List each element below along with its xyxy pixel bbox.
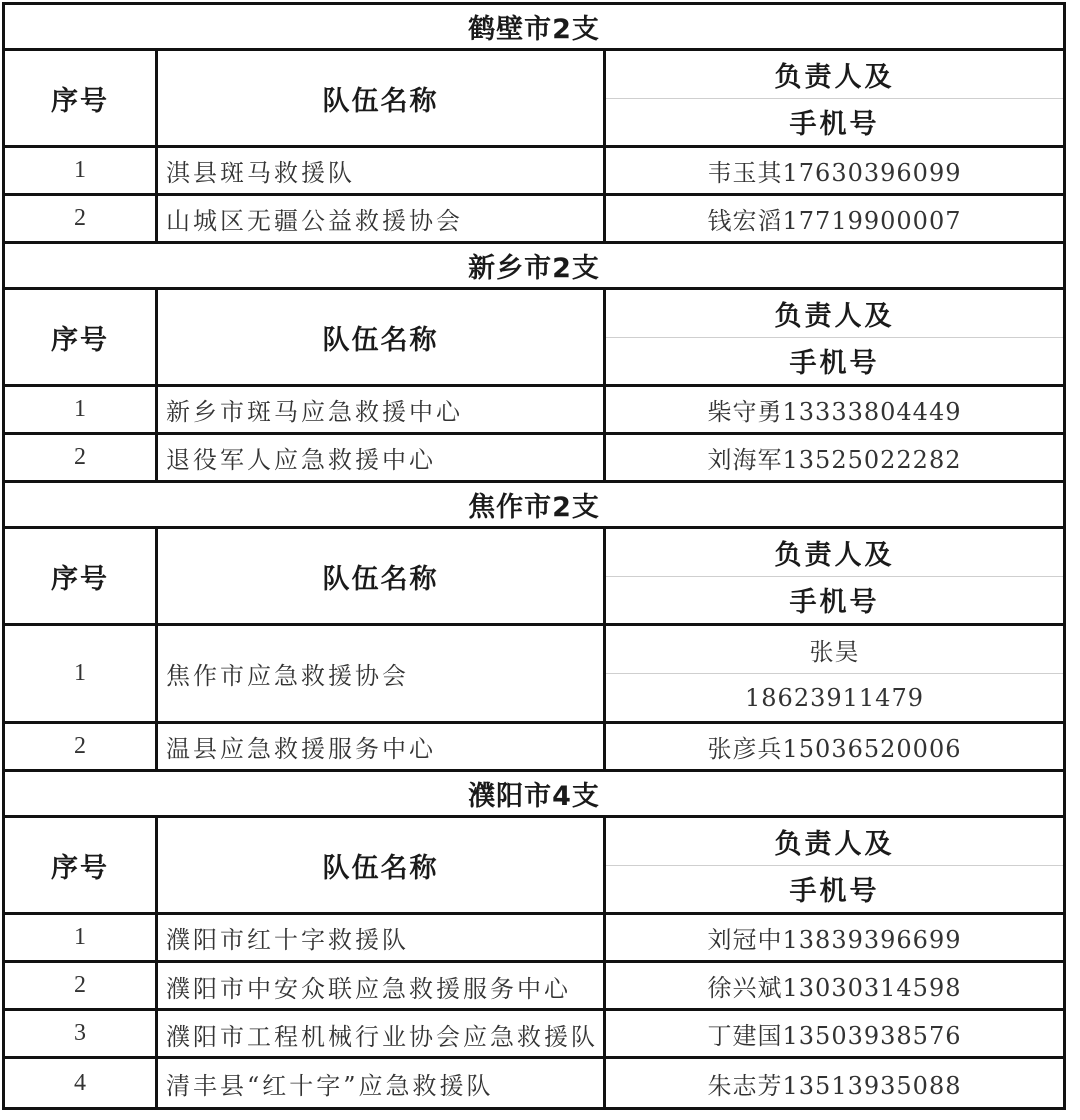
- row-team-name: 温县应急救援服务中心: [158, 724, 606, 769]
- table-row: [5, 963, 1063, 1011]
- header-contact: [606, 529, 1063, 623]
- row-contact: 柴守勇13333804449: [707, 398, 962, 426]
- row-contact: 韦玉其17630396099: [707, 159, 962, 187]
- header-contact: [606, 818, 1063, 912]
- row-contact: 丁建国13503938576: [707, 1022, 962, 1050]
- header-contact-line1: 负责人及: [606, 51, 1063, 99]
- section-title: 焦作市2支: [5, 483, 1063, 529]
- row-team-name: 濮阳市工程机械行业协会应急救援队: [158, 1011, 606, 1056]
- row-team-name: 淇县斑马救援队: [158, 148, 606, 193]
- header-contact-line2: 手机号: [789, 876, 880, 908]
- row-team-name: 退役军人应急救援中心: [158, 435, 606, 480]
- header-index: 序号: [5, 529, 158, 623]
- table-row: [5, 387, 1063, 435]
- row-contact: 刘海军13525022282: [707, 446, 962, 474]
- section-title: 鹤壁市2支: [5, 5, 1063, 51]
- table-row: [5, 626, 1063, 724]
- header-row: [5, 51, 1063, 148]
- row-contact: 朱志芳13513935088: [707, 1071, 962, 1100]
- row-contact: [606, 626, 1063, 721]
- table-row: [5, 724, 1063, 772]
- section-puyang: [5, 772, 1063, 1107]
- section-xinxiang: [5, 244, 1063, 483]
- row-index: 2: [5, 724, 158, 769]
- row-index: 2: [5, 196, 158, 241]
- row-contact: 钱宏滔17719900007: [707, 207, 962, 235]
- table-row: [5, 196, 1063, 244]
- row-index: 1: [5, 626, 158, 721]
- header-contact-line2: 手机号: [789, 109, 880, 141]
- row-index: 1: [5, 387, 158, 432]
- row-index: 2: [5, 435, 158, 480]
- table-row: [5, 915, 1063, 963]
- header-index: 序号: [5, 290, 158, 384]
- row-team-name: 焦作市应急救援协会: [158, 626, 606, 721]
- section-hebi: [5, 5, 1063, 244]
- header-team-name: 队伍名称: [158, 818, 606, 912]
- row-index: 2: [5, 963, 158, 1008]
- header-contact-line1: 负责人及: [606, 529, 1063, 577]
- table-row: [5, 435, 1063, 483]
- row-contact-phone: 18623911479: [745, 683, 924, 712]
- row-team-name: 清丰县“红十字”应急救援队: [158, 1059, 606, 1107]
- header-contact-line2: 手机号: [789, 348, 880, 380]
- header-index: 序号: [5, 51, 158, 145]
- section-title: 濮阳市4支: [5, 772, 1063, 818]
- row-index: 1: [5, 915, 158, 960]
- row-team-name: 濮阳市中安众联应急救援服务中心: [158, 963, 606, 1008]
- section-jiaozuo: [5, 483, 1063, 772]
- row-contact: 徐兴斌13030314598: [707, 974, 962, 1002]
- table-row: [5, 1059, 1063, 1107]
- table-row: [5, 148, 1063, 196]
- row-index: 1: [5, 148, 158, 193]
- row-index: 3: [5, 1011, 158, 1056]
- header-row: [5, 818, 1063, 915]
- header-contact: [606, 290, 1063, 384]
- header-contact: [606, 51, 1063, 145]
- header-row: [5, 290, 1063, 387]
- header-team-name: 队伍名称: [158, 51, 606, 145]
- row-team-name: 新乡市斑马应急救援中心: [158, 387, 606, 432]
- row-contact: 刘冠中13839396699: [707, 926, 962, 954]
- header-index: 序号: [5, 818, 158, 912]
- section-title: 新乡市2支: [5, 244, 1063, 290]
- header-contact-line1: 负责人及: [606, 818, 1063, 866]
- row-contact-name: 张昊: [606, 626, 1063, 674]
- header-contact-line1: 负责人及: [606, 290, 1063, 338]
- row-index: 4: [5, 1059, 158, 1107]
- rescue-teams-table: [2, 2, 1066, 1110]
- header-team-name: 队伍名称: [158, 290, 606, 384]
- row-team-name: 山城区无疆公益救援协会: [158, 196, 606, 241]
- header-team-name: 队伍名称: [158, 529, 606, 623]
- row-team-name: 濮阳市红十字救援队: [158, 915, 606, 960]
- header-row: [5, 529, 1063, 626]
- row-contact: 张彦兵15036520006: [707, 735, 962, 763]
- table-row: [5, 1011, 1063, 1059]
- header-contact-line2: 手机号: [789, 587, 880, 619]
